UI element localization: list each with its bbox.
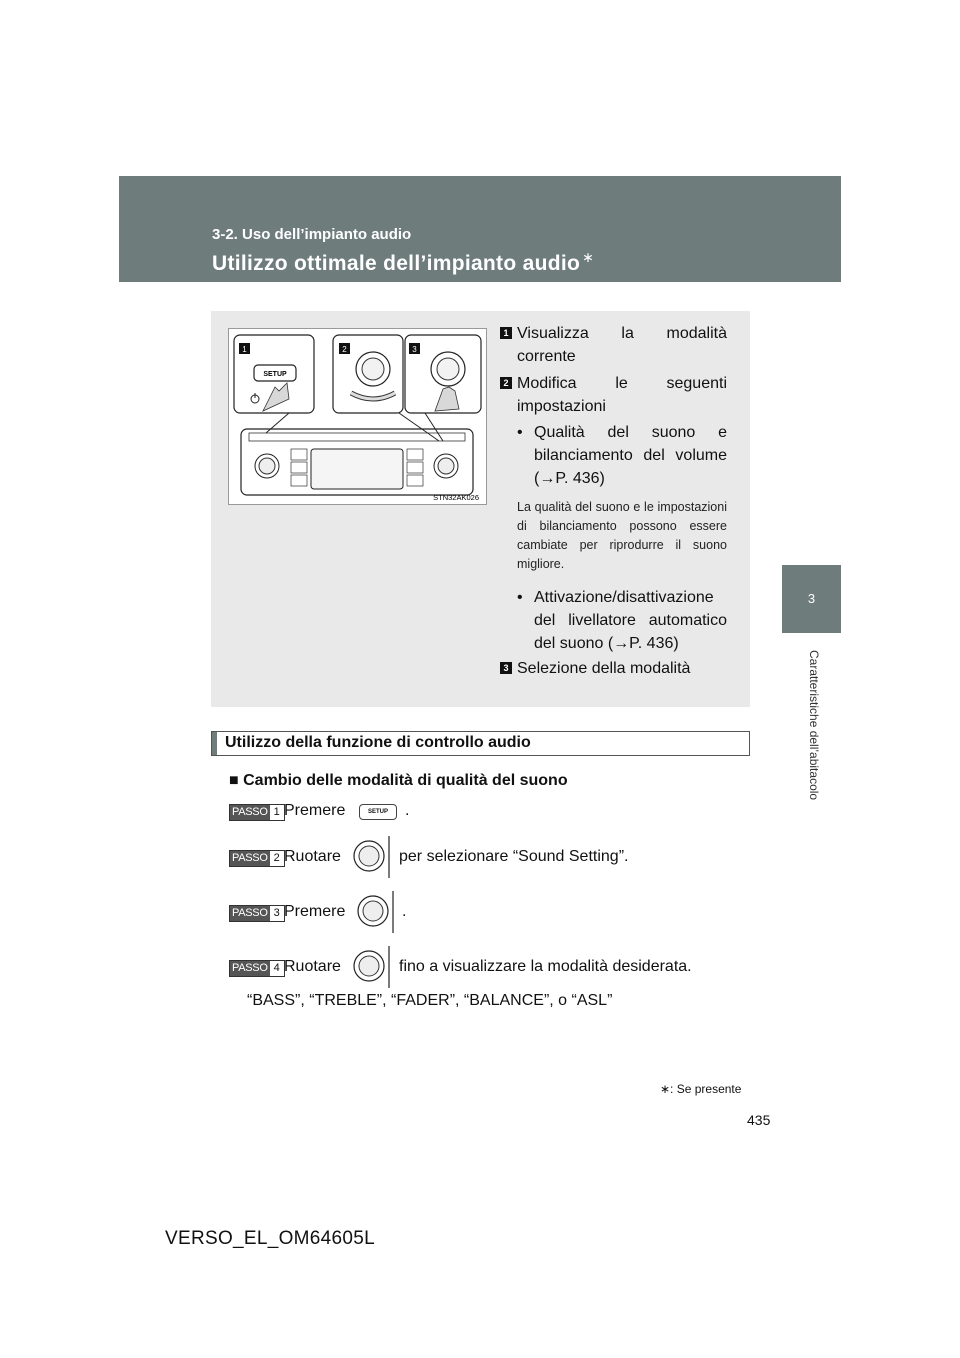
callout-2: 2 xyxy=(342,345,347,354)
page-header xyxy=(119,176,841,282)
step-2-badge: PASSO 2 xyxy=(229,850,285,867)
mode-list: “BASS”, “TREBLE”, “FADER”, “BALANCE”, o “ASL” xyxy=(247,992,613,1009)
legend-item-1: 1 Visualizza la modalità corrente xyxy=(500,322,727,368)
legend-item-2: 2 Modifica le seguenti impostazioni xyxy=(500,372,727,418)
knob-icon xyxy=(351,944,395,990)
subheading: Utilizzo della funzione di controllo audio xyxy=(211,731,750,756)
step-4-badge: PASSO 4 xyxy=(229,960,285,977)
step-1-badge: PASSO 1 xyxy=(229,804,285,821)
audio-panel-illustration xyxy=(229,329,486,504)
legend-badge-2: 2 xyxy=(500,377,512,389)
page-title: Utilizzo ottimale dell’impianto audio ∗ xyxy=(212,249,595,275)
legend-note: La qualità del suono e le impostazioni di bilanciamento possono essere cambiate per riprodurre il suono migliore. xyxy=(517,500,727,571)
callout-3: 3 xyxy=(412,345,417,354)
callout-1: 1 xyxy=(242,345,247,354)
chapter-tab: 3 xyxy=(782,565,841,633)
figure-code: STN32AK026 xyxy=(433,493,479,502)
section-label: 3-2. Uso dell’impianto audio xyxy=(212,226,412,243)
asterisk-mark: ∗ xyxy=(582,249,595,265)
legend-item-3: 3 Selezione della modalità xyxy=(500,657,727,680)
setup-button-icon: SETUP xyxy=(359,804,397,820)
legend-badge-1: 1 xyxy=(500,327,512,339)
setup-label: SETUP xyxy=(263,371,287,378)
chapter-label: Caratteristiche dell’abitacolo xyxy=(807,650,821,801)
knob-icon xyxy=(355,889,399,935)
figure-legend xyxy=(500,322,727,680)
document-code: VERSO_EL_OM64605L xyxy=(165,1228,375,1249)
legend-bullet-1: • Qualità del suono e bilanciamento del volume (→P. 436) xyxy=(517,424,727,487)
knob-icon xyxy=(351,834,395,880)
page-number: 435 xyxy=(747,1112,771,1128)
legend-badge-3: 3 xyxy=(500,662,512,674)
audio-panel-figure xyxy=(228,328,487,505)
step-3-badge: PASSO 3 xyxy=(229,905,285,922)
procedure-title: ■ Cambio delle modalità di qualità del suono xyxy=(229,772,568,789)
footnote: ∗: Se presente xyxy=(660,1082,742,1096)
legend-bullet-2: • Attivazione/disattivazione del livellatore automatico del suono (→P. 436) xyxy=(517,589,727,652)
